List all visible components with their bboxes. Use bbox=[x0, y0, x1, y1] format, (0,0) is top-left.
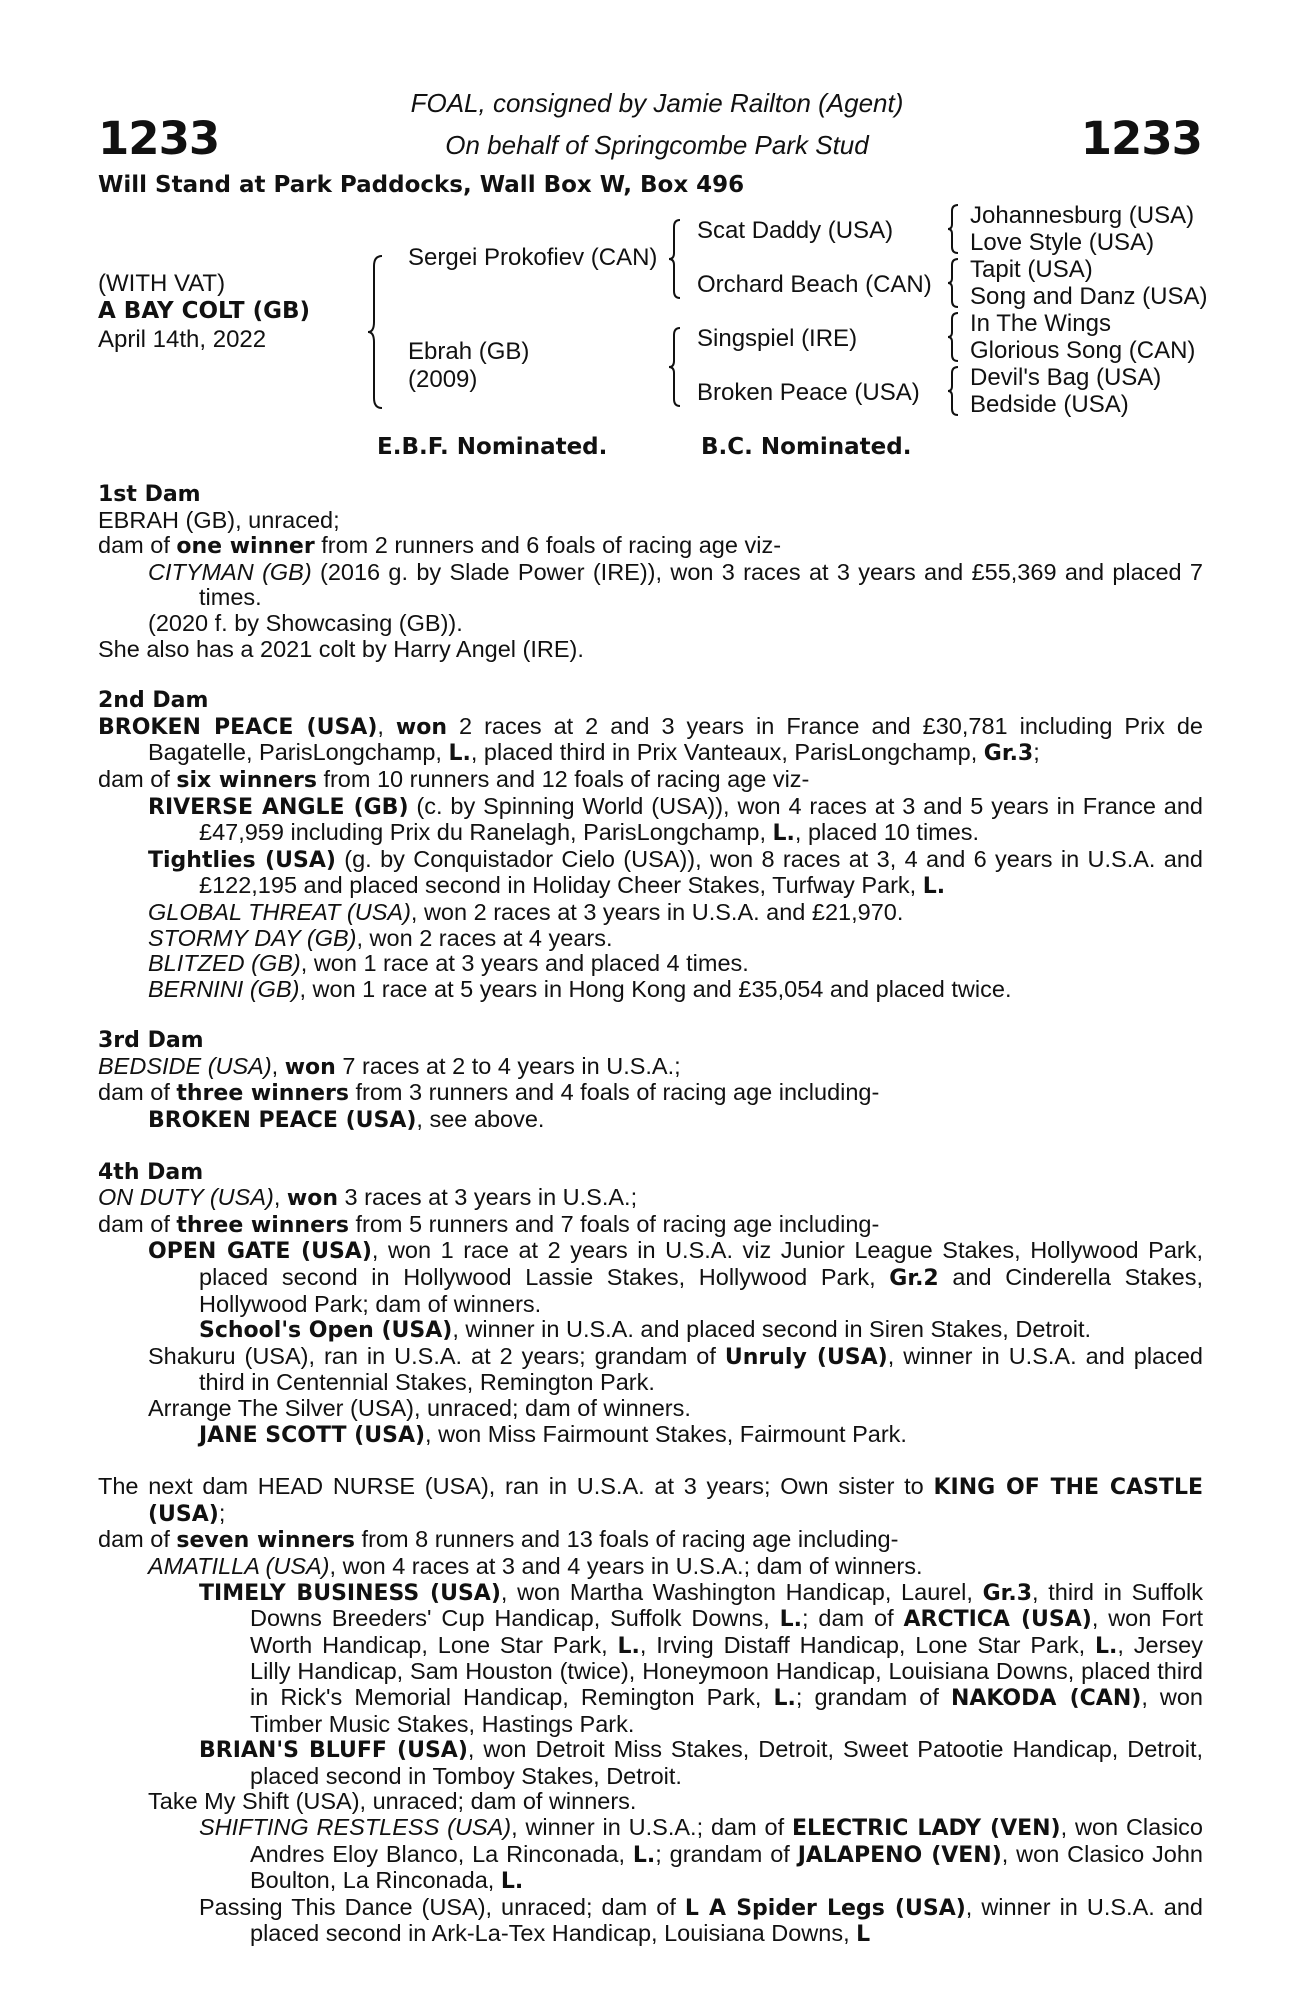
text-run: from 5 runners and 7 foals of racing age including- bbox=[348, 1210, 880, 1237]
record-paragraph bbox=[98, 637, 1203, 663]
bold-text: Gr.3 bbox=[983, 741, 1034, 767]
text-run: Arrange The Silver (USA), unraced; dam of winners. bbox=[148, 1395, 691, 1421]
bc-nomination: B.C. Nominated. bbox=[701, 434, 912, 460]
record-paragraph bbox=[98, 1527, 1203, 1554]
italic-text: ON DUTY (USA) bbox=[98, 1184, 274, 1211]
text-run: , third in Suffolk Downs Breeders' Cup Handicap, Suffolk Downs, bbox=[250, 1578, 1203, 1632]
record-paragraph bbox=[98, 1080, 1203, 1107]
record-paragraph bbox=[98, 1344, 1203, 1396]
bold-text: JALAPENO (VEN) bbox=[797, 1842, 1002, 1868]
dam-section bbox=[98, 688, 1203, 1002]
text-run: Passing This Dance (USA), unraced; dam of bbox=[199, 1893, 685, 1920]
record-paragraph bbox=[98, 533, 1203, 560]
bold-text: L. bbox=[773, 1685, 796, 1711]
record-paragraph bbox=[98, 1212, 1203, 1239]
bold-text: won bbox=[286, 1186, 338, 1212]
section-title: 2nd Dam bbox=[98, 688, 209, 714]
pedigree-dam: Ebrah (GB) bbox=[408, 338, 530, 365]
bold-text: L. bbox=[1095, 1633, 1118, 1659]
text-run: , won Miss Fairmount Stakes, Fairmount Park. bbox=[425, 1420, 907, 1447]
text-run: , Irving Distaff Handicap, Lone Star Park, bbox=[639, 1631, 1096, 1658]
section-title: 1st Dam bbox=[98, 482, 201, 507]
record-paragraph bbox=[98, 926, 1203, 952]
text-run: ; bbox=[218, 1499, 226, 1526]
text-run: , won Clasico John Boulton, La Rinconada, bbox=[250, 1840, 1203, 1894]
text-run: 3 races at 3 years in U.S.A.; bbox=[338, 1184, 638, 1211]
bold-text: won bbox=[395, 714, 448, 740]
bold-text: one winner bbox=[176, 534, 315, 560]
bold-text: BRIAN'S BLUFF (USA) bbox=[199, 1738, 468, 1764]
text-run: (2016 g. by Slade Power (IRE)), won 3 races at 3 years and £55,369 and placed 7 times. bbox=[199, 558, 1204, 611]
pedigree-dam-dam: Broken Peace (USA) bbox=[697, 379, 920, 406]
text-run: , Jersey Lilly Handicap, Sam Houston (twice), Honeymoon Handicap, Louisiana Downs, placed third in Rick's Memorial Handicap, Remington Park, bbox=[250, 1631, 1203, 1710]
text-run: , bbox=[377, 712, 396, 739]
pedigree-brace-g3-1 bbox=[946, 203, 960, 255]
consignment-header bbox=[0, 82, 1314, 166]
bold-text: Gr.2 bbox=[889, 1266, 939, 1292]
bold-text: ARCTICA (USA) bbox=[903, 1607, 1092, 1633]
text-run: from 3 runners and 4 foals of racing age including- bbox=[348, 1079, 880, 1106]
text-run: (2020 f. by Showcasing (GB)). bbox=[148, 609, 463, 636]
bold-text: ELECTRIC LADY (VEN) bbox=[791, 1815, 1061, 1841]
text-run: , won 4 races at 3 and 4 years in U.S.A.; dam of winners. bbox=[329, 1552, 923, 1579]
record-paragraph bbox=[98, 1422, 1203, 1449]
text-run: , won Clasico Andres Eloy Blanco, La Rinconada, bbox=[250, 1813, 1204, 1867]
text-run: ; dam of bbox=[802, 1605, 904, 1632]
bold-text: L. bbox=[779, 1607, 803, 1633]
record-paragraph bbox=[98, 847, 1203, 900]
ebf-nomination: E.B.F. Nominated. bbox=[377, 434, 608, 460]
pedigree-dam-sire: Singspiel (IRE) bbox=[697, 325, 858, 352]
text-run: ; grandam of bbox=[795, 1683, 951, 1710]
bold-text: L. bbox=[772, 821, 795, 847]
pedigree-sire-sire: Scat Daddy (USA) bbox=[697, 217, 894, 244]
bold-text: BROKEN PEACE (USA) bbox=[148, 1108, 417, 1134]
italic-text: CITYMAN (GB) bbox=[148, 558, 312, 585]
text-run: from 2 runners and 6 foals of racing age viz- bbox=[314, 532, 782, 559]
italic-text: STORMY DAY (GB) bbox=[148, 924, 357, 951]
text-run: , winner in U.S.A. and placed second in Siren Stakes, Detroit. bbox=[452, 1316, 1092, 1343]
text-run: , won 2 races at 4 years. bbox=[356, 924, 613, 951]
text-run: , winner in U.S.A.; dam of bbox=[511, 1813, 792, 1840]
record-paragraph bbox=[98, 1054, 1203, 1081]
italic-text: AMATILLA (USA) bbox=[148, 1552, 330, 1579]
pedigree-brace-sire bbox=[667, 218, 683, 300]
record-paragraph bbox=[98, 560, 1203, 611]
bold-text: L bbox=[856, 1922, 871, 1948]
pedigree-brace-g3-3 bbox=[946, 311, 960, 363]
text-run: dam of bbox=[98, 1526, 177, 1553]
record-paragraph bbox=[98, 1238, 1203, 1317]
text-run: dam of bbox=[98, 532, 177, 559]
text-run: 7 races at 2 to 4 years in U.S.A.; bbox=[335, 1052, 681, 1079]
lot-number-right: 1233 bbox=[1080, 112, 1202, 165]
bold-text: seven winners bbox=[176, 1528, 356, 1554]
text-run: , won 1 race at 3 years and placed 4 times. bbox=[300, 950, 749, 977]
text-run: , winner in U.S.A. and placed third in Centennial Stakes, Remington Park. bbox=[199, 1342, 1203, 1396]
pedigree-g3-6: Glorious Song (CAN) bbox=[970, 337, 1196, 364]
record-paragraph bbox=[98, 1554, 1203, 1580]
pedigree-g3-2: Love Style (USA) bbox=[970, 229, 1155, 256]
bold-text: L. bbox=[922, 874, 946, 900]
italic-text: SHIFTING RESTLESS (USA) bbox=[199, 1813, 512, 1840]
text-run: (g. by Conquistador Cielo (USA)), won 8 races at 3, 4 and 6 years in U.S.A. and £122,195 and placed second in Holiday Cheer Stakes, Turfway Park, bbox=[199, 845, 1204, 899]
bold-text: L. bbox=[500, 1869, 524, 1895]
italic-text: BEDSIDE (USA) bbox=[98, 1052, 272, 1079]
bold-text: TIMELY BUSINESS (USA) bbox=[199, 1580, 501, 1606]
text-run: ; bbox=[1033, 739, 1040, 766]
text-run: dam of bbox=[98, 1079, 177, 1106]
text-run: , won Martha Washington Handicap, Laurel, bbox=[500, 1578, 983, 1605]
text-run: , won 2 races at 3 years in U.S.A. and £21,970. bbox=[410, 898, 904, 925]
pedigree-g3-5: In The Wings bbox=[970, 310, 1111, 337]
text-run: Take My Shift (USA), unraced; dam of winners. bbox=[148, 1788, 637, 1815]
text-run: EBRAH (GB), unraced; bbox=[98, 506, 340, 533]
record-paragraph bbox=[98, 714, 1203, 767]
record-paragraph bbox=[98, 794, 1203, 847]
bold-text: won bbox=[284, 1054, 336, 1080]
pedigree-g3-7: Devil's Bag (USA) bbox=[970, 364, 1162, 391]
italic-text: BERNINI (GB) bbox=[148, 975, 300, 1002]
vat-note: (WITH VAT) bbox=[98, 270, 226, 297]
record-paragraph bbox=[98, 1737, 1203, 1789]
text-run: , won Timber Music Stakes, Hastings Park. bbox=[250, 1683, 1204, 1737]
dam-section bbox=[98, 1028, 1203, 1133]
text-run: from 10 runners and 12 foals of racing age viz- bbox=[316, 765, 810, 792]
record-paragraph bbox=[98, 951, 1203, 977]
pedigree-dam-year: (2009) bbox=[408, 366, 478, 393]
pedigree-g3-3: Tapit (USA) bbox=[970, 256, 1093, 283]
text-run: She also has a 2021 colt by Harry Angel (IRE). bbox=[98, 635, 584, 662]
text-run: , see above. bbox=[416, 1106, 545, 1133]
bold-text: Unruly (USA) bbox=[724, 1344, 888, 1370]
record-paragraph bbox=[98, 900, 1203, 926]
dam-section bbox=[98, 1474, 1203, 1948]
section-title: 4th Dam bbox=[98, 1159, 204, 1185]
text-run: , won Fort Worth Handicap, Lone Star Park, bbox=[250, 1605, 1203, 1658]
bold-text: BROKEN PEACE (USA) bbox=[98, 714, 378, 740]
text-run: Shakuru (USA), ran in U.S.A. at 2 years; grandam of bbox=[148, 1342, 725, 1369]
record-paragraph bbox=[98, 1317, 1203, 1344]
record-paragraph bbox=[98, 1474, 1203, 1527]
pedigree-brace-g3-4 bbox=[946, 365, 960, 417]
dam-section bbox=[98, 1160, 1203, 1449]
bold-text: L A Spider Legs (USA) bbox=[684, 1895, 966, 1921]
pedigree-brace-main bbox=[366, 254, 386, 410]
bold-text: three winners bbox=[176, 1212, 349, 1238]
text-run: The next dam HEAD NURSE (USA), ran in U.S.A. at 3 years; Own sister to bbox=[98, 1473, 934, 1500]
bold-text: L. bbox=[632, 1842, 656, 1868]
bold-text: L. bbox=[448, 741, 471, 767]
text-run: , winner in U.S.A. and placed second in Ark-La-Tex Handicap, Louisiana Downs, bbox=[250, 1893, 1203, 1947]
bold-text: NAKODA (CAN) bbox=[950, 1685, 1142, 1711]
text-run: dam of bbox=[98, 1210, 177, 1237]
text-run: and Cinderella Stakes, Hollywood Park; dam of winners. bbox=[199, 1264, 1203, 1317]
bold-text: six winners bbox=[176, 767, 317, 793]
italic-text: BLITZED (GB) bbox=[148, 950, 301, 977]
pedigree-g3-4: Song and Danz (USA) bbox=[970, 283, 1208, 310]
lot-number-left: 1233 bbox=[98, 112, 220, 165]
bold-text: KING OF THE CASTLE (USA) bbox=[148, 1475, 1203, 1527]
pedigree-g3-1: Johannesburg (USA) bbox=[970, 202, 1195, 229]
text-run: , placed 10 times. bbox=[794, 819, 980, 846]
produce-record bbox=[98, 482, 1203, 1948]
record-paragraph bbox=[98, 1107, 1203, 1134]
on-behalf-line: On behalf of Springcombe Park Stud bbox=[445, 130, 869, 160]
dam-section bbox=[98, 482, 1203, 662]
text-run: from 8 runners and 13 foals of racing age including- bbox=[355, 1526, 899, 1553]
bold-text: OPEN GATE (USA) bbox=[148, 1239, 372, 1265]
record-paragraph bbox=[98, 611, 1203, 637]
pedigree-brace-dam bbox=[667, 326, 683, 408]
bold-text: School's Open (USA) bbox=[199, 1318, 453, 1344]
bold-text: three winners bbox=[176, 1081, 349, 1107]
text-run: , won 1 race at 2 years in U.S.A. viz Junior League Stakes, Hollywood Park, placed second in Hollywood Lassie Stakes, Hollywood Park, bbox=[199, 1237, 1204, 1291]
text-run: , bbox=[271, 1052, 285, 1079]
horse-name: A BAY COLT (GB) bbox=[98, 298, 311, 324]
text-run: 2 races at 2 and 3 years in France and £30,781 including Prix de Bagatelle, ParisLongchamp, bbox=[148, 712, 1204, 766]
bold-text: RIVERSE ANGLE (GB) bbox=[148, 794, 409, 820]
text-run: ; grandam of bbox=[655, 1840, 798, 1867]
record-paragraph bbox=[98, 1895, 1203, 1948]
bold-text: L. bbox=[617, 1633, 640, 1659]
text-run: , bbox=[273, 1184, 287, 1211]
pedigree-sire: Sergei Prokofiev (CAN) bbox=[408, 244, 658, 271]
text-run: , won 1 race at 5 years in Hong Kong and £35,054 and placed twice. bbox=[299, 975, 1012, 1002]
bold-text: JANE SCOTT (USA) bbox=[199, 1422, 426, 1448]
consignor-line: FOAL, consigned by Jamie Railton (Agent) bbox=[410, 88, 904, 118]
record-paragraph bbox=[98, 1396, 1203, 1422]
text-run: dam of bbox=[98, 765, 177, 792]
record-paragraph bbox=[98, 1789, 1203, 1815]
pedigree-sire-dam: Orchard Beach (CAN) bbox=[697, 271, 932, 298]
pedigree-brace-g3-2 bbox=[946, 257, 960, 309]
pedigree-g3-8: Bedside (USA) bbox=[970, 391, 1129, 418]
record-paragraph bbox=[98, 1815, 1203, 1895]
bold-text: Tightlies (USA) bbox=[148, 847, 336, 873]
italic-text: GLOBAL THREAT (USA) bbox=[148, 898, 411, 925]
foaling-date: April 14th, 2022 bbox=[98, 326, 267, 353]
record-paragraph bbox=[98, 977, 1203, 1003]
record-paragraph bbox=[98, 508, 1203, 534]
text-run: , placed third in Prix Vanteaux, ParisLongchamp, bbox=[470, 739, 984, 766]
bold-text: Gr.3 bbox=[982, 1580, 1033, 1606]
text-run: , won Detroit Miss Stakes, Detroit, Sweet Patootie Handicap, Detroit, placed second in Tomboy Stakes, Detroit. bbox=[250, 1736, 1204, 1789]
record-paragraph bbox=[98, 1185, 1203, 1212]
record-paragraph bbox=[98, 1580, 1203, 1738]
text-run: (c. by Spinning World (USA)), won 4 races at 3 and 5 years in France and £47,959 including Prix du Ranelagh, ParisLongchamp, bbox=[199, 792, 1203, 846]
stand-location: Will Stand at Park Paddocks, Wall Box W, Box 496 bbox=[98, 172, 745, 198]
section-title: 3rd Dam bbox=[98, 1028, 204, 1054]
record-paragraph bbox=[98, 767, 1203, 794]
